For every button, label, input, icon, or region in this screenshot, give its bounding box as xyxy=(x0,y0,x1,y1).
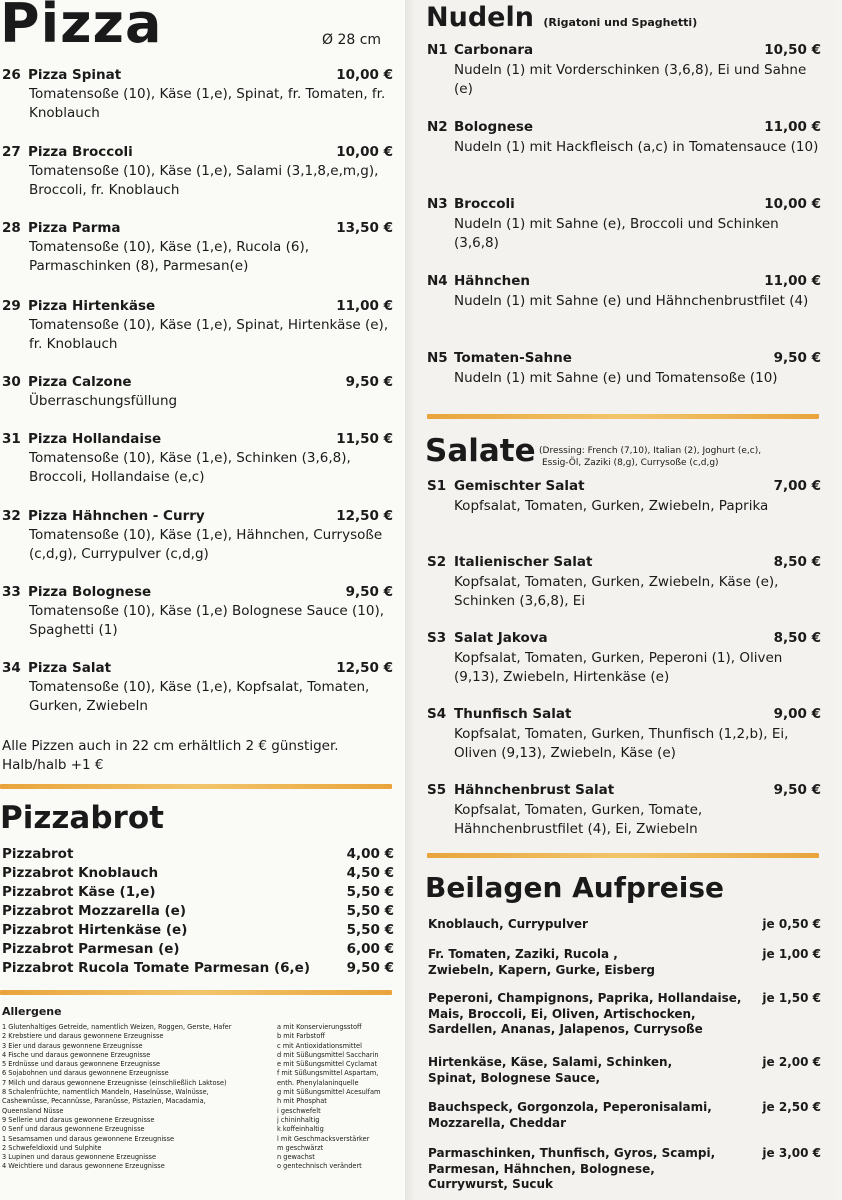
allergen-entry: 6 Sojabohnen und daraus gewonnene Erzeugnisse xyxy=(2,1069,169,1078)
item-number: 27 xyxy=(2,144,21,160)
section-divider xyxy=(427,853,819,858)
salat-item xyxy=(427,629,823,688)
item-code: N2 xyxy=(427,119,448,135)
aufpreis-price: je 3,00 € xyxy=(762,1146,821,1160)
allergen-entry: enth. Phenylalaninquelle xyxy=(277,1078,359,1087)
item-name: Pizza Bolognese xyxy=(28,584,152,600)
aufpreis-row xyxy=(428,991,823,1038)
allergene-list-numbers xyxy=(2,1023,274,1172)
pizzabrot-row xyxy=(2,921,394,940)
item-description: Tomatensoße (10), Käse (1,e), Spinat, Hirtenkäse (e), fr. Knoblauch xyxy=(29,317,389,352)
item-name: Pizza Salat xyxy=(28,660,112,676)
pizzabrot-row xyxy=(2,845,394,864)
allergen-entry: 2 Krebstiere und daraus gewonnene Erzeugnisse xyxy=(2,1032,164,1041)
item-description: Nudeln (1) mit Sahne (e) und Hähnchenbrustfilet (4) xyxy=(454,292,809,309)
item-price: 11,00 € xyxy=(764,119,821,135)
item-code: S5 xyxy=(427,782,447,798)
item-price: 9,50 € xyxy=(345,584,393,600)
pizza-item xyxy=(2,430,397,487)
page-fold xyxy=(405,0,415,1200)
item-price: 9,50 € xyxy=(773,350,821,366)
pizzabrot-name: Pizzabrot Hirtenkäse (e) xyxy=(2,922,188,938)
allergen-entry: c mit Antioxidationsmittel xyxy=(277,1041,362,1050)
pizzabrot-price: 4,00 € xyxy=(346,846,394,862)
pizzabrot-name: Pizzabrot Mozzarella (e) xyxy=(2,903,187,919)
beilagen-section-title: Beilagen Aufpreise xyxy=(425,871,725,904)
item-price: 10,00 € xyxy=(336,67,393,83)
salat-item xyxy=(427,477,823,516)
aufpreis-price: je 1,00 € xyxy=(762,947,821,961)
item-description: Nudeln (1) mit Hackfleisch (a,c) in Tomatensauce (10) xyxy=(454,138,819,155)
pizza-item xyxy=(2,143,397,200)
pizzabrot-price: 5,50 € xyxy=(346,922,394,938)
allergene-title: Allergene xyxy=(2,1005,62,1018)
allergen-entry: 7 Milch und daraus gewonnene Erzeugnisse (einschließlich Laktose) xyxy=(2,1078,227,1087)
allergen-entry: n gewachst xyxy=(277,1153,315,1162)
pizza-item xyxy=(2,659,397,716)
pizza-size: Ø 28 cm xyxy=(322,32,382,48)
item-description: Kopfsalat, Tomaten, Gurken, Peperoni (1), Oliven (9,13), Zwiebeln, Hirtenkäse (e) xyxy=(454,649,783,685)
pizza-section-title: Pizza xyxy=(0,0,163,55)
pizza-item xyxy=(2,66,397,123)
pizzabrot-name: Pizzabrot Käse (1,e) xyxy=(2,884,156,900)
item-code: S2 xyxy=(427,554,447,570)
item-description: Kopfsalat, Tomaten, Gurken, Tomate, Hähnchenbrustfilet (4), Ei, Zwiebeln xyxy=(454,801,703,837)
pizzabrot-name: Pizzabrot Parmesan (e) xyxy=(2,941,180,957)
aufpreis-items: Hirtenkäse, Käse, Salami, Schinken, Spinat, Bolognese Sauce, xyxy=(428,1055,673,1085)
item-price: 9,50 € xyxy=(773,782,821,798)
allergen-entry: 1 Glutenhaltiges Getreide, namentlich Weizen, Roggen, Gerste, Hafer xyxy=(2,1023,232,1031)
allergen-entry: 8 Schalenfrüchte, namentlich Mandeln, Haselnüsse, Walnüsse, xyxy=(2,1088,209,1097)
item-name: Pizza Parma xyxy=(28,220,121,236)
pizzabrot-row xyxy=(2,959,394,978)
allergen-entry: e mit Süßungsmittel Cyclamat xyxy=(277,1060,378,1069)
item-price: 11,00 € xyxy=(764,273,821,289)
item-price: 8,50 € xyxy=(773,554,821,570)
allergen-entry: 3 Eier und daraus gewonnene Erzeugnisse xyxy=(2,1041,143,1050)
item-description: Kopfsalat, Tomaten, Gurken, Zwiebeln, Käse (e), Schinken (3,6,8), Ei xyxy=(454,573,779,609)
item-code: S1 xyxy=(427,478,447,494)
allergen-entry: Cashewnüsse, Pecannüsse, Paranüsse, Pistazien, Macadamia, xyxy=(2,1097,206,1106)
allergen-entry: Queensland Nüsse xyxy=(2,1106,64,1115)
item-code: N5 xyxy=(427,350,448,366)
aufpreis-items: Parmaschinken, Thunfisch, Gyros, Scampi, Parmesan, Hähnchen, Bolognese, Currywurst, Sucuk xyxy=(428,1146,716,1191)
aufpreis-price: je 1,50 € xyxy=(762,991,821,1005)
item-code: N4 xyxy=(427,273,448,289)
item-price: 9,50 € xyxy=(345,374,393,390)
item-name: Pizza Hollandaise xyxy=(28,431,162,447)
item-price: 11,50 € xyxy=(336,431,393,447)
pizza-item xyxy=(2,297,397,354)
section-divider xyxy=(0,784,392,789)
allergen-entry: 4 Weichtiere und daraus gewonnene Erzeugnisse xyxy=(2,1162,165,1171)
allergen-entry: j chininhaltig xyxy=(277,1115,320,1124)
item-price: 8,50 € xyxy=(773,630,821,646)
pizza-item xyxy=(2,507,397,564)
item-name: Pizza Hirtenkäse xyxy=(28,298,156,314)
pizza-size-note: Alle Pizzen auch in 22 cm erhältlich 2 € günstiger. Halb/halb +1 € xyxy=(2,738,339,773)
item-description: Nudeln (1) mit Sahne (e) und Tomatensoße (10) xyxy=(454,369,778,386)
aufpreis-row xyxy=(428,1100,823,1131)
item-number: 28 xyxy=(2,220,21,236)
allergen-entry: b mit Farbstoff xyxy=(277,1032,325,1041)
allergen-entry: d mit Süßungsmittel Saccharin xyxy=(277,1050,379,1059)
pizzabrot-price: 5,50 € xyxy=(346,903,394,919)
salate-dressing-note xyxy=(539,445,819,469)
pizzabrot-name: Pizzabrot xyxy=(2,846,74,862)
pizzabrot-price: 5,50 € xyxy=(346,884,394,900)
pizzabrot-row xyxy=(2,902,394,921)
item-number: 29 xyxy=(2,298,21,314)
item-name: Pizza Hähnchen - Curry xyxy=(28,508,205,524)
item-description: Tomatensoße (10), Käse (1,e), Kopfsalat, Tomaten, Gurken, Zwiebeln xyxy=(29,679,370,714)
item-number: 30 xyxy=(2,374,21,390)
item-description: Nudeln (1) mit Vorderschinken (3,6,8), Ei und Sahne (e) xyxy=(454,61,807,97)
aufpreis-row xyxy=(428,947,823,978)
nudeln-item xyxy=(427,272,823,311)
salate-section-title: Salate xyxy=(425,433,536,469)
allergen-entry: 2 Schwefeldioxid und Sulphite xyxy=(2,1143,102,1152)
aufpreis-row xyxy=(428,1055,823,1086)
salat-item xyxy=(427,705,823,764)
item-name: Tomaten-Sahne xyxy=(454,350,572,366)
item-description: Tomatensoße (10), Käse (1,e), Spinat, fr. Tomaten, fr. Knoblauch xyxy=(29,86,386,121)
item-name: Salat Jakova xyxy=(454,630,548,646)
item-price: 9,00 € xyxy=(773,706,821,722)
pizzabrot-name: Pizzabrot Rucola Tomate Parmesan (6,e) xyxy=(2,960,310,976)
item-price: 10,00 € xyxy=(764,196,821,212)
salat-item xyxy=(427,781,823,840)
item-number: 33 xyxy=(2,584,21,600)
item-price: 10,50 € xyxy=(764,42,821,58)
item-description: Tomatensoße (10), Käse (1,e), Rucola (6), Parmaschinken (8), Parmesan(e) xyxy=(29,239,310,274)
item-number: 26 xyxy=(2,67,21,83)
dressing-line: (Dressing: French (7,10), Italian (2), Joghurt (e,c), xyxy=(539,446,762,456)
nudeln-section-title xyxy=(426,2,697,33)
pizza-item xyxy=(2,583,397,640)
pizzabrot-price: 6,00 € xyxy=(346,941,394,957)
item-price: 12,50 € xyxy=(336,660,393,676)
item-code: S3 xyxy=(427,630,447,646)
allergen-entry: o gentechnisch verändert xyxy=(277,1162,362,1171)
item-name: Thunfisch Salat xyxy=(454,706,572,722)
item-code: N3 xyxy=(427,196,448,212)
aufpreis-price: je 2,50 € xyxy=(762,1100,821,1114)
aufpreis-price: je 2,00 € xyxy=(762,1055,821,1069)
allergen-entry: 4 Fische und daraus gewonnene Erzeugnisse xyxy=(2,1050,151,1059)
item-name: Pizza Spinat xyxy=(28,67,122,83)
item-number: 32 xyxy=(2,508,21,524)
item-number: 34 xyxy=(2,660,21,676)
allergene-list-letters xyxy=(277,1023,402,1172)
item-description: Kopfsalat, Tomaten, Gurken, Zwiebeln, Paprika xyxy=(454,497,769,514)
allergen-entry: a mit Konservierungsstoff xyxy=(277,1023,362,1031)
pizza-item xyxy=(2,373,397,411)
allergen-entry: 5 Erdnüsse und daraus gewonnene Erzeugnisse xyxy=(2,1060,161,1069)
aufpreis-items: Fr. Tomaten, Zaziki, Rucola , Zwiebeln, Kapern, Gurke, Eisberg xyxy=(428,947,656,977)
allergen-entry: k koffeinhaltig xyxy=(277,1125,324,1134)
allergen-entry: 9 Sellerie und daraus gewonnene Erzeugnisse xyxy=(2,1115,155,1124)
allergen-entry: 3 Lupinen und daraus gewonnene Erzeugnisse xyxy=(2,1153,156,1162)
item-number: 31 xyxy=(2,431,21,447)
aufpreis-price: je 0,50 € xyxy=(762,917,821,931)
item-description: Nudeln (1) mit Sahne (e), Broccoli und Schinken (3,6,8) xyxy=(454,215,779,251)
item-price: 7,00 € xyxy=(773,478,821,494)
allergen-entry: l mit Geschmacksverstärker xyxy=(277,1134,370,1143)
item-name: Broccoli xyxy=(454,196,515,212)
section-divider xyxy=(427,414,819,419)
item-name: Carbonara xyxy=(454,42,534,58)
item-name: Italienischer Salat xyxy=(454,554,593,570)
item-price: 13,50 € xyxy=(336,220,393,236)
aufpreis-items: Peperoni, Champignons, Paprika, Hollandaise, Mais, Broccoli, Ei, Oliven, Artischocken, Sardellen, Ananas, Jalapenos, Currysoße xyxy=(428,991,742,1036)
item-description: Tomatensoße (10), Käse (1,e), Hähnchen, Currysoße (c,d,g), Currypulver (c,d,g) xyxy=(29,527,383,562)
allergen-entry: f mit Süßungsmittel Aspartam, xyxy=(277,1069,379,1078)
pizzabrot-row xyxy=(2,864,394,883)
section-divider xyxy=(0,990,392,995)
item-description: Kopfsalat, Tomaten, Gurken, Thunfisch (1,2,b), Ei, Oliven (9,13), Zwiebeln, Käse (e) xyxy=(454,725,789,761)
nudeln-item xyxy=(427,349,823,388)
item-name: Bolognese xyxy=(454,119,534,135)
aufpreis-row xyxy=(428,1146,823,1193)
pizzabrot-price: 9,50 € xyxy=(346,960,394,976)
nudeln-item xyxy=(427,195,823,254)
allergen-entry: 0 Senf und daraus gewonnene Erzeugnisse xyxy=(2,1125,145,1134)
aufpreis-items: Bauchspeck, Gorgonzola, Peperonisalami, Mozzarella, Cheddar xyxy=(428,1100,712,1130)
pizzabrot-row xyxy=(2,940,394,959)
nudeln-item xyxy=(427,118,823,157)
allergen-entry: m geschwärzt xyxy=(277,1143,324,1152)
item-code: S4 xyxy=(427,706,447,722)
pizzabrot-name: Pizzabrot Knoblauch xyxy=(2,865,159,881)
pizzabrot-section-title: Pizzabrot xyxy=(0,800,164,836)
allergen-entry: g mit Süßungsmittel Acesulfam xyxy=(277,1088,381,1097)
item-price: 11,00 € xyxy=(336,298,393,314)
pizzabrot-price: 4,50 € xyxy=(346,865,394,881)
nudeln-item xyxy=(427,41,823,100)
dressing-line: Essig-Öl, Zaziki (8,g), Currysoße (c,d,g) xyxy=(542,458,719,468)
pizza-item xyxy=(2,219,397,276)
pizzabrot-row xyxy=(2,883,394,902)
item-name: Gemischter Salat xyxy=(454,478,585,494)
allergen-entry: h mit Phosphat xyxy=(277,1097,327,1106)
item-description: Tomatensoße (10), Käse (1,e) Bolognese Sauce (10), Spaghetti (1) xyxy=(29,603,385,638)
item-name: Pizza Broccoli xyxy=(28,144,133,160)
item-price: 10,00 € xyxy=(336,144,393,160)
item-name: Hähnchenbrust Salat xyxy=(454,782,615,798)
nudeln-title: Nudeln xyxy=(426,2,534,33)
item-name: Hähnchen xyxy=(454,273,531,289)
item-name: Pizza Calzone xyxy=(28,374,132,390)
aufpreis-row xyxy=(428,917,823,933)
allergen-entry: i geschwefelt xyxy=(277,1106,321,1115)
aufpreis-items: Knoblauch, Currypulver xyxy=(428,917,588,931)
salat-item xyxy=(427,553,823,612)
item-description: Tomatensoße (10), Käse (1,e), Salami (3,1,8,e,m,g), Broccoli, fr. Knoblauch xyxy=(29,163,379,198)
item-price: 12,50 € xyxy=(336,508,393,524)
allergen-entry: 1 Sesamsamen und daraus gewonnene Erzeugnisse xyxy=(2,1134,175,1143)
item-description: Tomatensoße (10), Käse (1,e), Schinken (3,6,8), Broccoli, Hollandaise (e,c) xyxy=(29,450,351,485)
item-code: N1 xyxy=(427,42,448,58)
nudeln-subtitle: (Rigatoni und Spaghetti) xyxy=(543,16,698,29)
item-description: Überraschungsfüllung xyxy=(29,393,178,409)
